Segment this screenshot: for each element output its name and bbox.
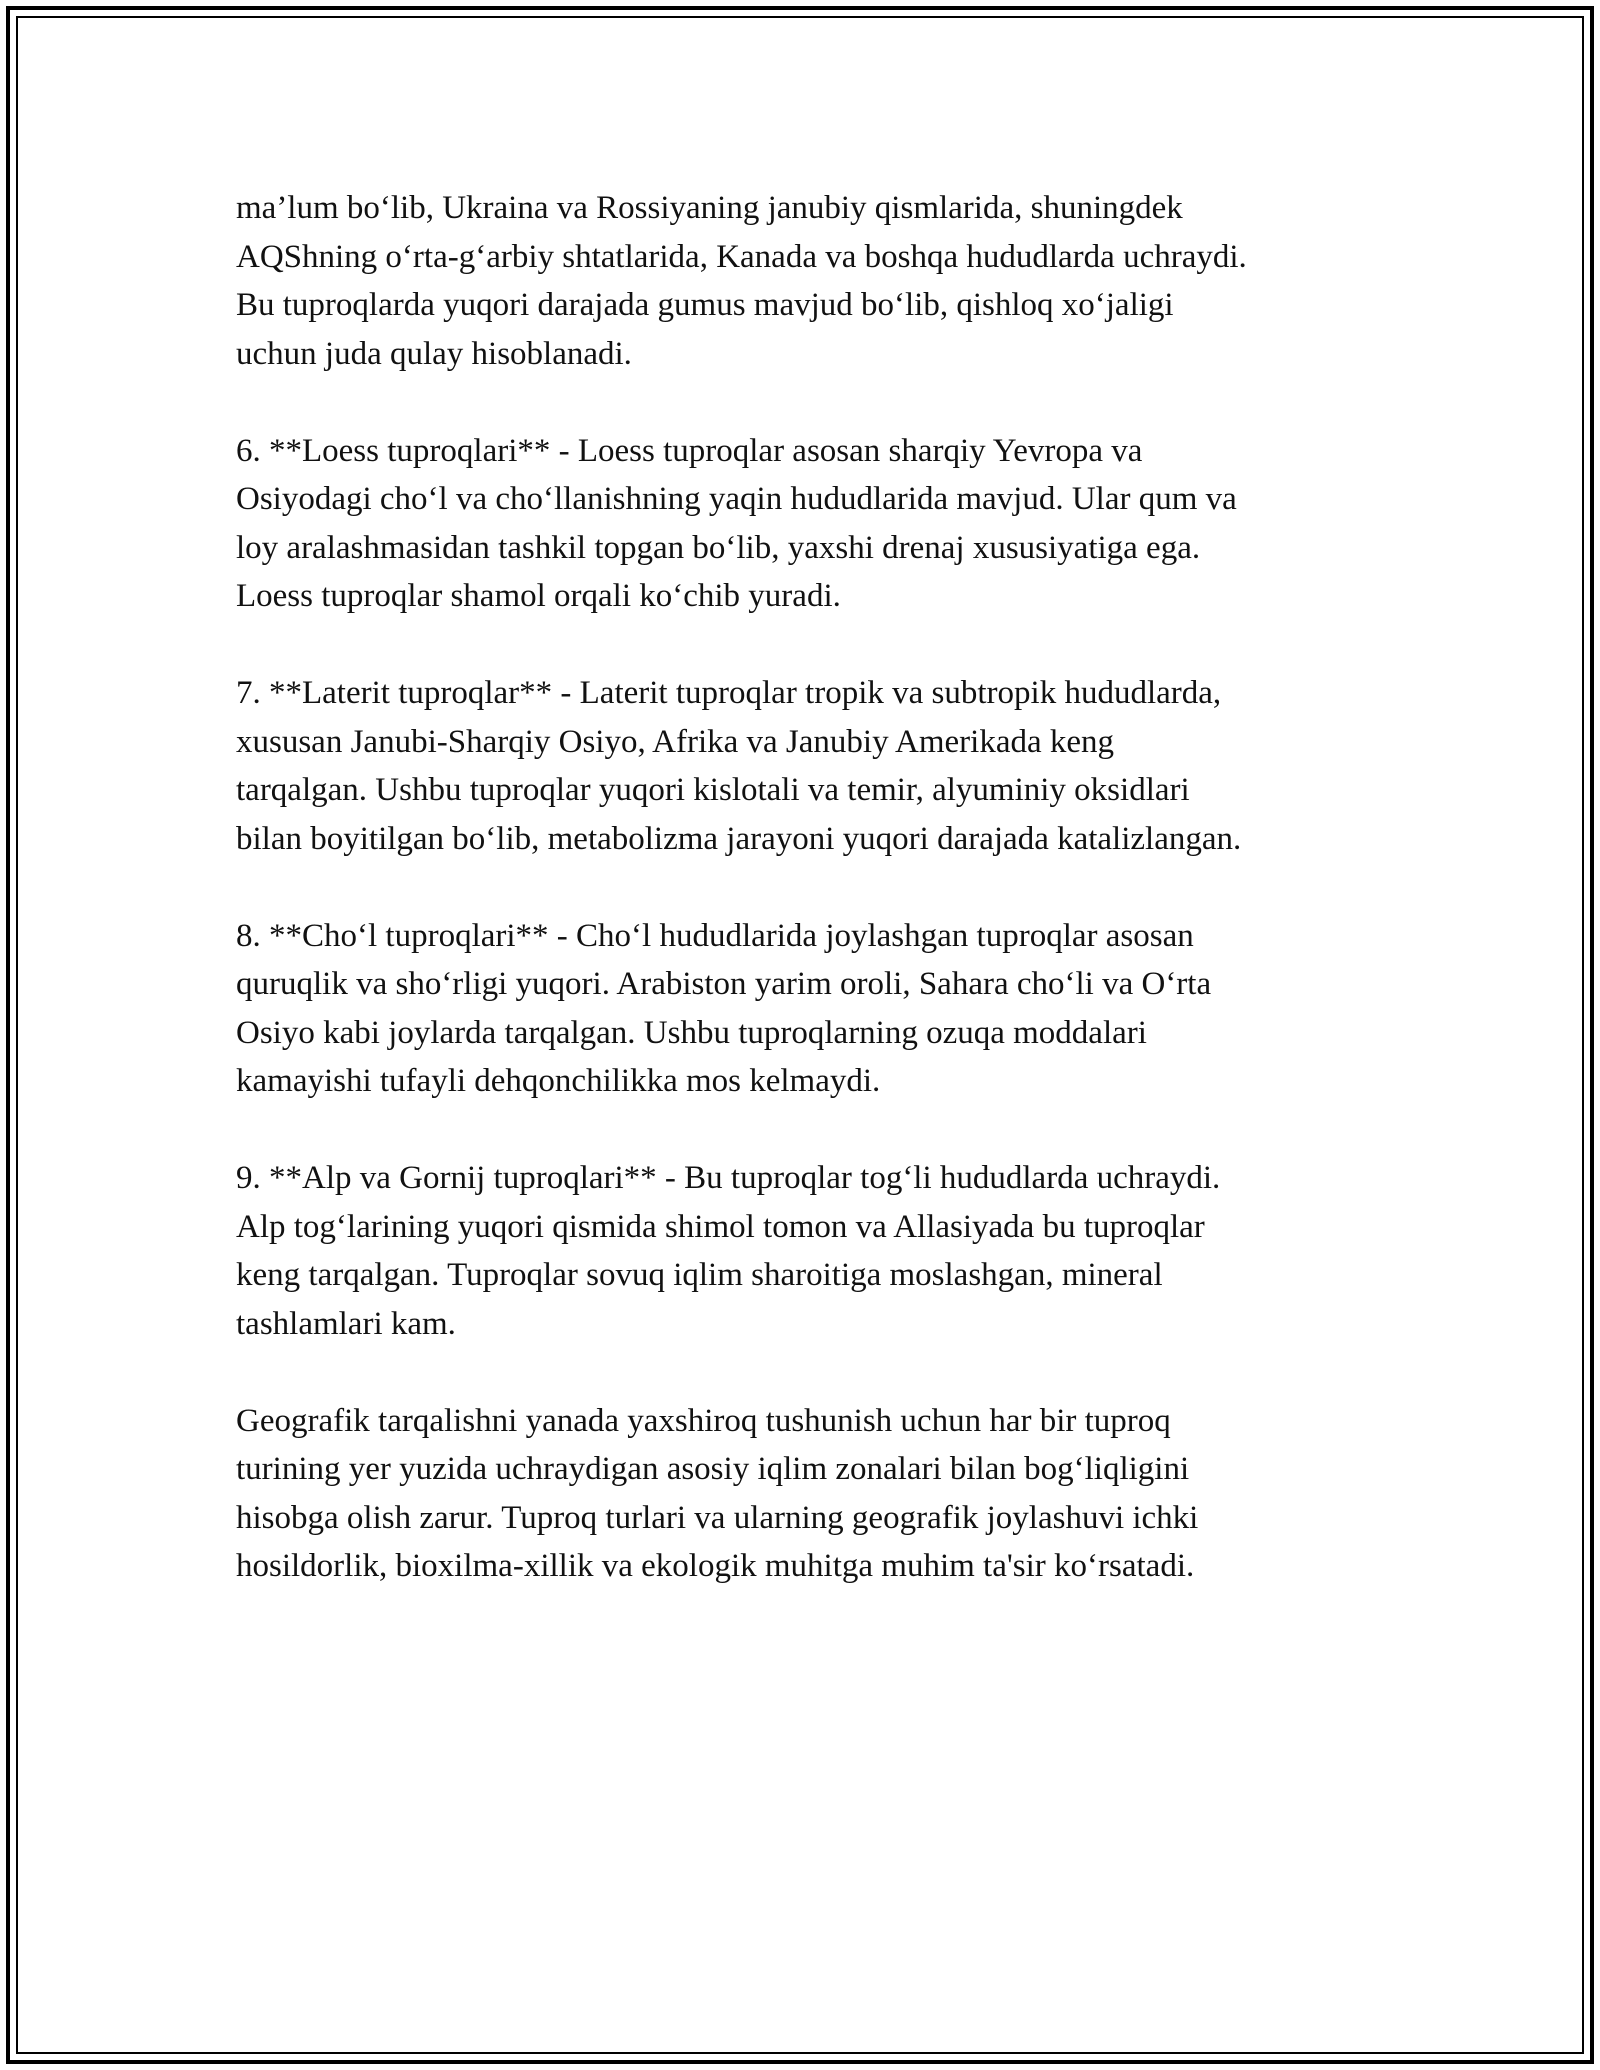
text-line: tarqalgan. Ushbu tuproqlar yuqori kislotali va temir, alyuminiy oksidlari: [236, 772, 1190, 808]
text-line: bilan boyitilgan bo‘lib, metabolizma jarayoni yuqori darajada katalizlangan.: [236, 820, 1242, 857]
text-line: Bu tuproqlarda yuqori darajada gumus mavjud bo‘lib, qishloq xo‘jaligi: [236, 287, 1174, 323]
text-line: keng tarqalgan. Tuproqlar sovuq iqlim sharoitiga moslashgan, mineral: [236, 1257, 1163, 1293]
paragraph-loess: [236, 427, 1396, 621]
paragraph-laterite: [236, 669, 1396, 863]
text-line: ma’lum bo‘lib, Ukraina va Rossiyaning janubiy qismlarida, shuningdek: [236, 190, 1183, 226]
paragraph-alpine: [236, 1154, 1396, 1348]
text-line: AQShning o‘rta-g‘arbiy shtatlarida, Kanada va boshqa hududlarda uchraydi.: [236, 238, 1247, 275]
text-line: uchun juda qulay hisoblanadi.: [236, 335, 632, 372]
paragraph-conclusion: [236, 1397, 1396, 1591]
text-line: xususan Janubi-Sharqiy Osiyo, Afrika va Janubiy Amerikada keng: [236, 723, 1115, 760]
text-line: turining yer yuzida uchraydigan asosiy iqlim zonalari bilan bog‘liqligini: [236, 1451, 1190, 1487]
document-body: [236, 184, 1396, 1639]
text-line: loy aralashmasidan tashkil topgan bo‘lib, yaxshi drenaj xususiyatiga ega.: [236, 529, 1201, 566]
text-line: 8. **Cho‘l tuproqlari** - Cho‘l hududlarida joylashgan tuproqlar asosan: [236, 917, 1194, 954]
text-line: 9. **Alp va Gornij tuproqlari** - Bu tuproqlar tog‘li hududlarda uchraydi.: [236, 1160, 1221, 1196]
text-line: 6. **Loess tuproqlari** - Loess tuproqlar asosan sharqiy Yevropa va: [236, 432, 1143, 469]
text-line: Geografik tarqalishni yanada yaxshiroq tushunish uchun har bir tuproq: [236, 1402, 1171, 1439]
text-line: 7. **Laterit tuproqlar** - Laterit tuproqlar tropik va subtropik hududlarda,: [236, 675, 1222, 711]
text-line: Alp tog‘larining yuqori qismida shimol tomon va Allasiyada bu tuproqlar: [236, 1208, 1205, 1245]
paragraph-desert: [236, 912, 1396, 1106]
paragraph-chernozem-continuation: [236, 184, 1396, 378]
text-line: Osiyodagi cho‘l va cho‘llanishning yaqin hududlarida mavjud. Ular qum va: [236, 481, 1237, 517]
text-line: kamayishi tufayli dehqonchilikka mos kelmaydi.: [236, 1063, 881, 1099]
text-line: tashlamlari kam.: [236, 1305, 456, 1342]
text-line: quruqlik va sho‘rligi yuqori. Arabiston yarim oroli, Sahara cho‘li va O‘rta: [236, 966, 1212, 1002]
text-line: Loess tuproqlar shamol orqali ko‘chib yuradi.: [236, 578, 841, 614]
text-line: hisobga olish zarur. Tuproq turlari va ularning geografik joylashuvi ichki: [236, 1499, 1199, 1536]
text-line: hosildorlik, bioxilma-xillik va ekologik muhitga muhim ta'sir ko‘rsatadi.: [236, 1548, 1195, 1584]
text-line: Osiyo kabi joylarda tarqalgan. Ushbu tuproqlarning ozuqa moddalari: [236, 1014, 1147, 1051]
